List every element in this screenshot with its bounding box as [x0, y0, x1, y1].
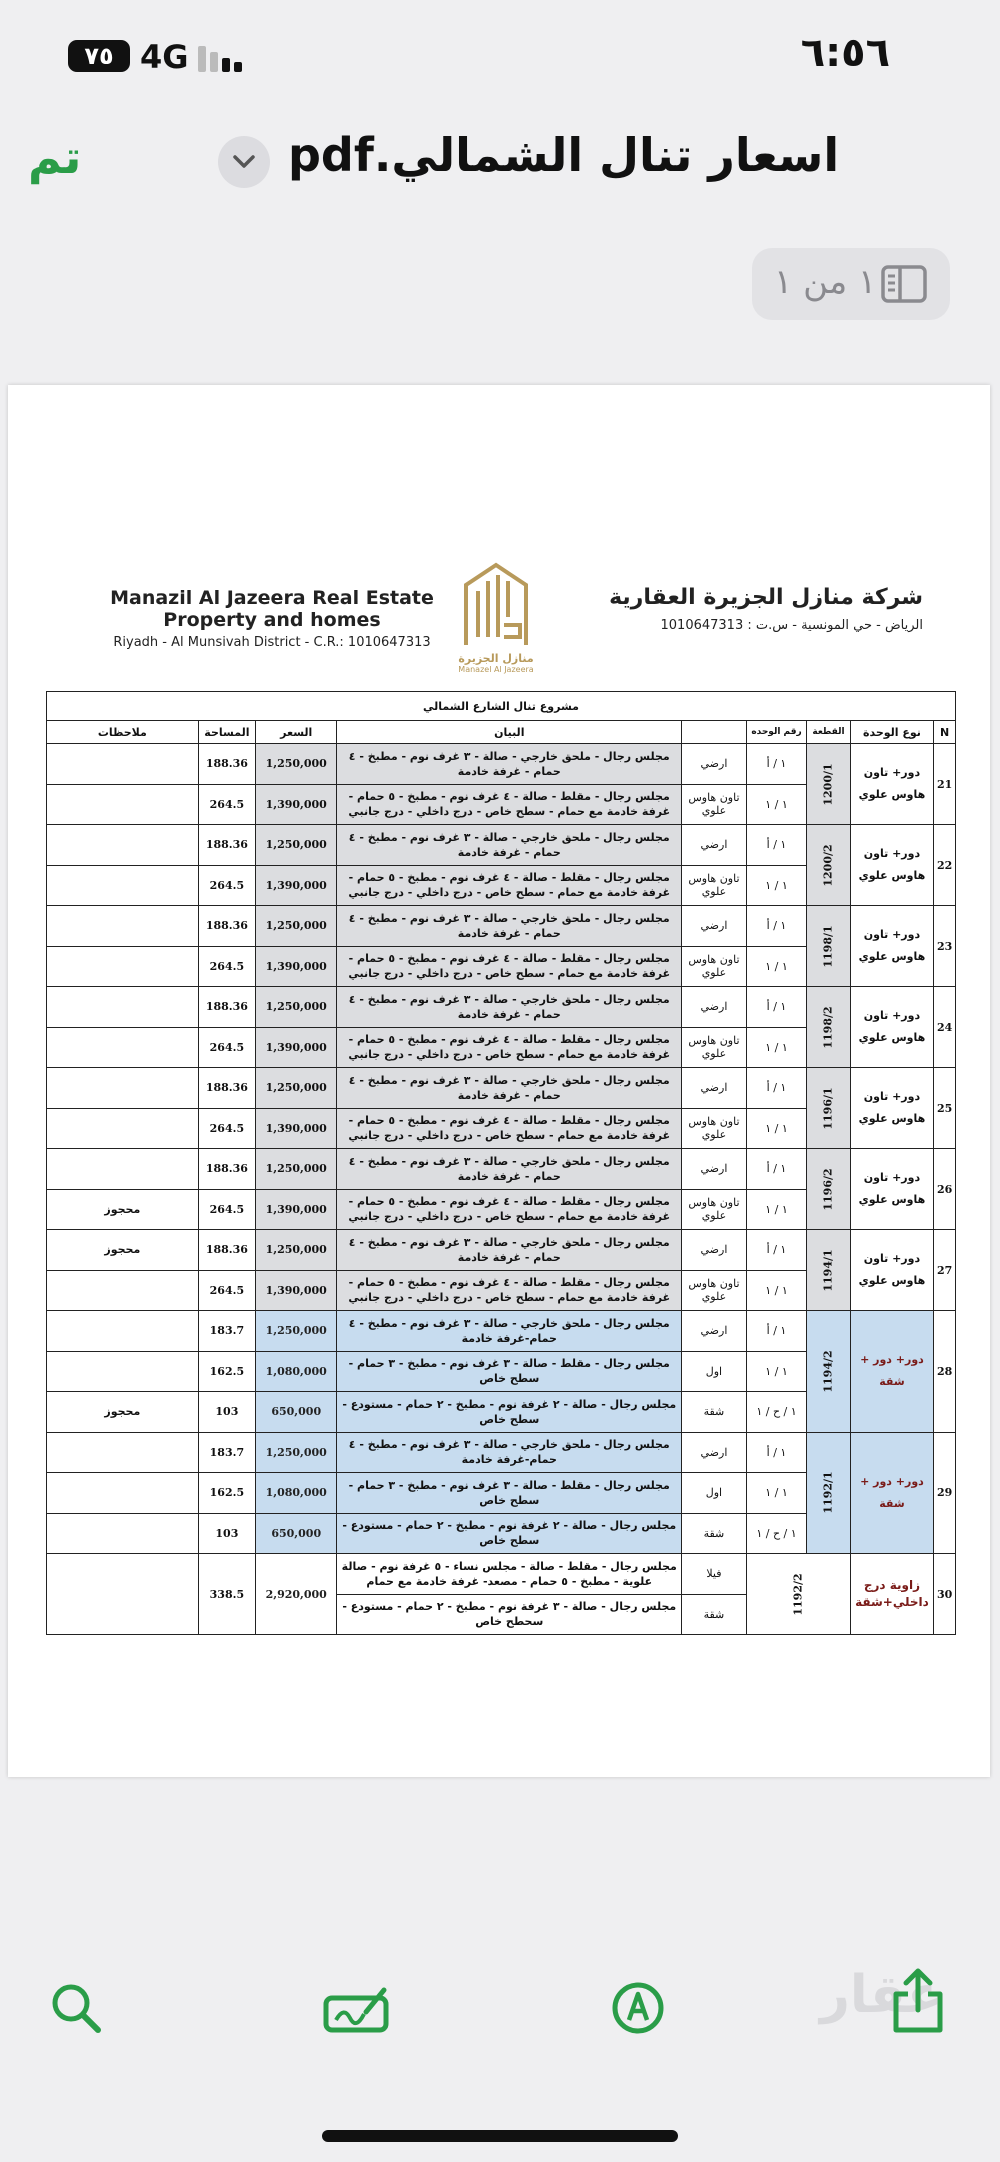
- unit-area: 162.5: [198, 1473, 256, 1514]
- unit-number: ١ / ١: [746, 1473, 807, 1514]
- table-row: [47, 744, 956, 785]
- company-name-en: Manazil Al Jazeera Real Estate: [110, 587, 434, 609]
- unit-area: 264.5: [198, 1189, 256, 1230]
- plot-number-label: 1198/2: [821, 1005, 835, 1049]
- unit-class: اول: [682, 1473, 746, 1514]
- unit-price: 1,250,000: [256, 1311, 337, 1352]
- unit-note: [47, 1473, 199, 1514]
- plot-number-label: 1200/1: [821, 762, 835, 806]
- header-n: N: [934, 721, 956, 744]
- unit-area: 264.5: [198, 784, 256, 825]
- plot-number: [807, 1311, 850, 1433]
- plot-number: [807, 987, 850, 1068]
- row-number: 27: [934, 1230, 956, 1311]
- unit-note: [47, 1554, 199, 1635]
- unit-description: مجلس رجال - مقلط - صالة - ٤ غرف نوم - مطبخ - ٥ حمام - غرفة خادمة مع حمام - سطح خاص - درج داخلي - درج جانبي: [337, 1189, 682, 1230]
- unit-description: مجلس رجال - ملحق خارجي - صالة - ٣ غرف نوم - مطبخ - ٤ حمام - غرفة خادمة: [337, 1068, 682, 1109]
- unit-number: ١ / ١: [746, 1108, 807, 1149]
- unit-description: مجلس رجال - مقلط - صالة - مجلس نساء - ٥ غرفة نوم - صالة علوية - مطبخ - ٥ حمام - مصعد- غرفة خادمة مع حمام: [337, 1554, 682, 1595]
- unit-description: مجلس رجال - صالة - ٣ غرفة نوم - مطبخ - ٢ حمام - مستودع - سحطح خاص: [337, 1594, 682, 1635]
- unit-description: مجلس رجال - ملحق خارجي - صالة - ٣ غرف نوم - مطبخ - ٤ حمام - غرفة خادمة: [337, 906, 682, 947]
- unit-note: [47, 865, 199, 906]
- row-number: 21: [934, 744, 956, 825]
- markup-icon[interactable]: [610, 1980, 666, 2036]
- unit-type: دور+ تاون هاوس علوي: [850, 906, 934, 987]
- unit-number: ١ / أ: [746, 825, 807, 866]
- unit-note: محجوز: [47, 1230, 199, 1271]
- plot-number-label: 1198/1: [821, 924, 835, 968]
- unit-price: 2,920,000: [256, 1554, 337, 1635]
- title-menu-button[interactable]: [218, 136, 270, 188]
- header-desc: البيان: [337, 721, 682, 744]
- header-unit-no: رقم الوحده: [746, 721, 807, 744]
- unit-area: 264.5: [198, 1270, 256, 1311]
- unit-description: مجلس رجال - صالة - ٢ غرفة نوم - مطبخ - ٢ حمام - مستودع - سطح خاص: [337, 1513, 682, 1554]
- company-address-en: Riyadh - Al Munsivah District - C.R.: 1010647313: [113, 635, 431, 650]
- unit-area: 188.36: [198, 1068, 256, 1109]
- header-price: السعر: [256, 721, 337, 744]
- unit-note: [47, 1068, 199, 1109]
- unit-price: 1,390,000: [256, 1270, 337, 1311]
- unit-area: 183.7: [198, 1432, 256, 1473]
- unit-description: مجلس رجال - مقلط - صالة - ٤ غرف نوم - مطبخ - ٥ حمام - غرفة خادمة مع حمام - سطح خاص - درج داخلي - درج جانبي: [337, 865, 682, 906]
- unit-price: 1,250,000: [256, 825, 337, 866]
- unit-note: [47, 1149, 199, 1190]
- unit-class: ارضي: [682, 1149, 746, 1190]
- unit-price: 1,390,000: [256, 865, 337, 906]
- document-title: اسعار تنال الشمالي.pdf: [288, 128, 840, 182]
- unit-class: اول: [682, 1351, 746, 1392]
- unit-class: ارضي: [682, 1230, 746, 1271]
- unit-number: ١ / أ: [746, 1068, 807, 1109]
- header-notes: ملاحظات: [47, 721, 199, 744]
- unit-description: مجلس رجال - ملحق خارجي - صالة - ٣ غرف نوم - مطبخ - ٤ حمام - غرفة خادمة: [337, 1230, 682, 1271]
- row-number: 29: [934, 1432, 956, 1554]
- unit-price: 1,390,000: [256, 946, 337, 987]
- unit-area: 103: [198, 1392, 256, 1433]
- unit-price: 1,250,000: [256, 1149, 337, 1190]
- unit-number: ١ / ١: [746, 1027, 807, 1068]
- row-number: 30: [934, 1554, 956, 1635]
- unit-type: دور+ تاون هاوس علوي: [850, 825, 934, 906]
- company-logo: [446, 557, 546, 675]
- unit-class: شقة: [682, 1392, 746, 1433]
- unit-class: تاون هاوس علوي: [682, 946, 746, 987]
- unit-price: 1,250,000: [256, 906, 337, 947]
- unit-note: [47, 1027, 199, 1068]
- company-english-header: [92, 587, 452, 650]
- unit-area: 264.5: [198, 865, 256, 906]
- unit-area: 338.5: [198, 1554, 256, 1635]
- battery-indicator: ٧٥: [68, 40, 130, 72]
- plot-number-label: 1194/2: [821, 1350, 835, 1393]
- unit-description: مجلس رجال - مقلط - صالة - ٤ غرف نوم - مطبخ - ٥ حمام - غرفة خادمة مع حمام - سطح خاص - درج داخلي - درج جانبي: [337, 784, 682, 825]
- unit-description: مجلس رجال - صالة - ٢ غرفة نوم - مطبخ - ٢ حمام - مستودع - سطح خاص: [337, 1392, 682, 1433]
- unit-number: ١ / أ: [746, 987, 807, 1028]
- unit-note: [47, 1432, 199, 1473]
- status-bar: [0, 0, 1000, 110]
- unit-class: تاون هاوس علوي: [682, 865, 746, 906]
- unit-area: 188.36: [198, 906, 256, 947]
- bottom-toolbar: [0, 1980, 1000, 2080]
- unit-class: ارضي: [682, 825, 746, 866]
- unit-description: مجلس رجال - ملحق خارجي - صالة - ٣ غرف نوم - مطبخ - ٤ حمام-غرفة خادمة: [337, 1432, 682, 1473]
- unit-description: مجلس رجال - ملحق خارجي - صالة - ٣ غرف نوم - مطبخ - ٤ حمام - غرفة خادمة: [337, 744, 682, 785]
- network-label: 4G: [140, 38, 189, 76]
- unit-note: [47, 1108, 199, 1149]
- unit-note: محجوز: [47, 1392, 199, 1433]
- unit-type: دور+ تاون هاوس علوي: [850, 987, 934, 1068]
- unit-price: 1,250,000: [256, 987, 337, 1028]
- page-indicator[interactable]: [752, 248, 950, 320]
- unit-number: ١ / أ: [746, 1149, 807, 1190]
- watermark: عقار: [820, 1965, 943, 2025]
- unit-type: دور+ دور + شقة: [850, 1311, 934, 1433]
- unit-note: [47, 906, 199, 947]
- plot-number: [807, 906, 850, 987]
- signature-icon[interactable]: [322, 1984, 392, 2034]
- unit-type: دور+ تاون هاوس علوي: [850, 1068, 934, 1149]
- unit-class: تاون هاوس علوي: [682, 784, 746, 825]
- unit-number: ١ / ١: [746, 1270, 807, 1311]
- unit-price: 1,250,000: [256, 744, 337, 785]
- unit-type: دور+ تاون هاوس علوي: [850, 744, 934, 825]
- unit-area: 188.36: [198, 1230, 256, 1271]
- unit-description: مجلس رجال - مقلط - صالة - ٤ غرف نوم - مطبخ - ٥ حمام - غرفة خادمة مع حمام - سطح خاص - درج داخلي - درج جانبي: [337, 1108, 682, 1149]
- unit-class: ارضي: [682, 1432, 746, 1473]
- unit-number: ١ / أ: [746, 1311, 807, 1352]
- unit-price: 650,000: [256, 1392, 337, 1433]
- unit-price: 650,000: [256, 1513, 337, 1554]
- share-icon[interactable]: [888, 1966, 948, 2036]
- plot-number: [746, 1554, 850, 1635]
- unit-class: ارضي: [682, 1068, 746, 1109]
- table-row: [47, 1311, 956, 1352]
- unit-note: [47, 1513, 199, 1554]
- unit-class: ارضي: [682, 744, 746, 785]
- unit-area: 188.36: [198, 825, 256, 866]
- row-number: 22: [934, 825, 956, 906]
- header-plot: القطعة: [807, 721, 850, 744]
- plot-number: [807, 1068, 850, 1149]
- unit-number: ١ / ١: [746, 1189, 807, 1230]
- chevron-down-icon: [232, 152, 256, 172]
- unit-number: ١ / ١: [746, 784, 807, 825]
- unit-area: 103: [198, 1513, 256, 1554]
- table-caption: مشروع تنال الشارع الشمالي: [47, 692, 956, 721]
- header-area: المساحة: [198, 721, 256, 744]
- logo-text-ar: منازل الجزيرة: [458, 652, 534, 665]
- unit-description: مجلس رجال - مقلط - صالة - ٤ غرف نوم - مطبخ - ٥ حمام - غرفة خادمة مع حمام - سطح خاص - درج داخلي - درج جانبي: [337, 1027, 682, 1068]
- building-logo-icon: [446, 557, 546, 649]
- nav-bar: [0, 110, 1000, 220]
- row-number: 24: [934, 987, 956, 1068]
- unit-note: [47, 987, 199, 1028]
- plot-number-label: 1192/2: [791, 1572, 805, 1616]
- unit-class: تاون هاوس علوي: [682, 1027, 746, 1068]
- unit-area: 188.36: [198, 744, 256, 785]
- company-name-ar: شركة منازل الجزيرة العقارية: [609, 585, 923, 610]
- unit-price: 1,080,000: [256, 1351, 337, 1392]
- unit-type: دور+ تاون هاوس علوي: [850, 1230, 934, 1311]
- unit-class: تاون هاوس علوي: [682, 1189, 746, 1230]
- table-row: [47, 1149, 956, 1190]
- price-table: [46, 691, 956, 1635]
- row-number: 28: [934, 1311, 956, 1433]
- unit-note: [47, 946, 199, 987]
- unit-number: ١ / ح / ١: [746, 1392, 807, 1433]
- unit-area: 188.36: [198, 987, 256, 1028]
- unit-description: مجلس رجال - مقلط - صالة - ٤ غرف نوم - مطبخ - ٥ حمام - غرفة خادمة مع حمام - سطح خاص - درج داخلي - درج جانبي: [337, 946, 682, 987]
- unit-price: 1,390,000: [256, 1027, 337, 1068]
- unit-number: ١ / أ: [746, 906, 807, 947]
- unit-number: ١ / ١: [746, 946, 807, 987]
- unit-price: 1,080,000: [256, 1473, 337, 1514]
- plot-number-label: 1200/2: [821, 843, 835, 887]
- row-number: 25: [934, 1068, 956, 1149]
- table-row: [47, 987, 956, 1028]
- unit-type: دور+ دور + شقة: [850, 1432, 934, 1554]
- unit-description: مجلس رجال - مقلط - صالة - ٣ غرف نوم - مطبخ - ٣ حمام - سطح خاص: [337, 1351, 682, 1392]
- unit-description: مجلس رجال - ملحق خارجي - صالة - ٣ غرف نوم - مطبخ - ٤ حمام-غرفة خادمة: [337, 1311, 682, 1352]
- header-unit-type: نوع الوحدة: [850, 721, 934, 744]
- page-indicator-label: ١ من ١: [774, 262, 877, 302]
- unit-class: تاون هاوس علوي: [682, 1270, 746, 1311]
- unit-area: 264.5: [198, 1027, 256, 1068]
- unit-class: ارضي: [682, 1311, 746, 1352]
- plot-number: [807, 744, 850, 825]
- table-row: [47, 1230, 956, 1271]
- pdf-page: [8, 385, 990, 1777]
- unit-number: ١ / أ: [746, 744, 807, 785]
- unit-note: [47, 825, 199, 866]
- unit-note: [47, 1311, 199, 1352]
- unit-area: 188.36: [198, 1149, 256, 1190]
- unit-price: 1,250,000: [256, 1068, 337, 1109]
- signal-icon: [198, 44, 248, 72]
- search-icon[interactable]: [48, 1980, 104, 2036]
- unit-description: مجلس رجال - ملحق خارجي - صالة - ٣ غرف نوم - مطبخ - ٤ حمام - غرفة خادمة: [337, 987, 682, 1028]
- table-row: [47, 1068, 956, 1109]
- company-arabic-header: [598, 585, 923, 633]
- plot-number-label: 1192/1: [821, 1471, 835, 1514]
- plot-number-label: 1196/1: [821, 1086, 835, 1130]
- unit-price: 1,390,000: [256, 1189, 337, 1230]
- unit-number: ١ / أ: [746, 1230, 807, 1271]
- unit-type: دور+ تاون هاوس علوي: [850, 1149, 934, 1230]
- company-address-ar: الرياض - حي المونسية - س.ت : 1010647313: [660, 618, 923, 633]
- home-indicator[interactable]: [322, 2130, 678, 2142]
- unit-description: مجلس رجال - ملحق خارجي - صالة - ٣ غرف نوم - مطبخ - ٤ حمام - غرفة خادمة: [337, 825, 682, 866]
- table-row: [47, 825, 956, 866]
- unit-price: 1,390,000: [256, 1108, 337, 1149]
- unit-note: محجوز: [47, 1189, 199, 1230]
- row-number: 26: [934, 1149, 956, 1230]
- plot-number: [807, 1432, 850, 1554]
- unit-number: ١ / ١: [746, 1351, 807, 1392]
- unit-class: فيلا: [682, 1554, 746, 1595]
- sidebar-icon: [880, 264, 928, 304]
- unit-class: ارضي: [682, 906, 746, 947]
- unit-price: 1,250,000: [256, 1230, 337, 1271]
- unit-number: ١ / أ: [746, 1432, 807, 1473]
- company-subtitle-en: Property and homes: [163, 609, 381, 631]
- header-class: [682, 721, 746, 744]
- unit-description: مجلس رجال - مقلط - صالة - ٤ غرف نوم - مطبخ - ٥ حمام - غرفة خادمة مع حمام - سطح خاص - درج داخلي - درج جانبي: [337, 1270, 682, 1311]
- unit-class: شقة: [682, 1594, 746, 1635]
- unit-note: [47, 784, 199, 825]
- plot-number: [807, 825, 850, 906]
- plot-number-label: 1194/1: [821, 1248, 835, 1292]
- unit-class: تاون هاوس علوي: [682, 1108, 746, 1149]
- unit-type: زاوية درج داخلي+شقة: [850, 1554, 934, 1635]
- unit-description: مجلس رجال - مقلط - صالة - ٣ غرف نوم - مطبخ - ٣ حمام - سطح خاص: [337, 1473, 682, 1514]
- unit-number: ١ / ح / ١: [746, 1513, 807, 1554]
- unit-note: [47, 1270, 199, 1311]
- logo-text-en: Manazel Al Jazeera: [458, 665, 534, 674]
- plot-number: [807, 1149, 850, 1230]
- table-row: [47, 1432, 956, 1473]
- plot-number-label: 1196/2: [821, 1167, 835, 1211]
- row-number: 23: [934, 906, 956, 987]
- table-row: [47, 906, 956, 947]
- unit-area: 264.5: [198, 946, 256, 987]
- plot-number: [807, 1230, 850, 1311]
- clock: ٦:٥٦: [800, 30, 890, 76]
- unit-price: 1,250,000: [256, 1432, 337, 1473]
- unit-area: 264.5: [198, 1108, 256, 1149]
- table-row: [47, 1554, 956, 1595]
- unit-area: 183.7: [198, 1311, 256, 1352]
- unit-number: ١ / ١: [746, 865, 807, 906]
- done-button[interactable]: تم: [28, 130, 82, 184]
- unit-class: ارضي: [682, 987, 746, 1028]
- unit-class: شقة: [682, 1513, 746, 1554]
- unit-description: مجلس رجال - ملحق خارجي - صالة - ٣ غرف نوم - مطبخ - ٤ حمام - غرفة خادمة: [337, 1149, 682, 1190]
- unit-area: 162.5: [198, 1351, 256, 1392]
- unit-note: [47, 744, 199, 785]
- unit-note: [47, 1351, 199, 1392]
- unit-price: 1,390,000: [256, 784, 337, 825]
